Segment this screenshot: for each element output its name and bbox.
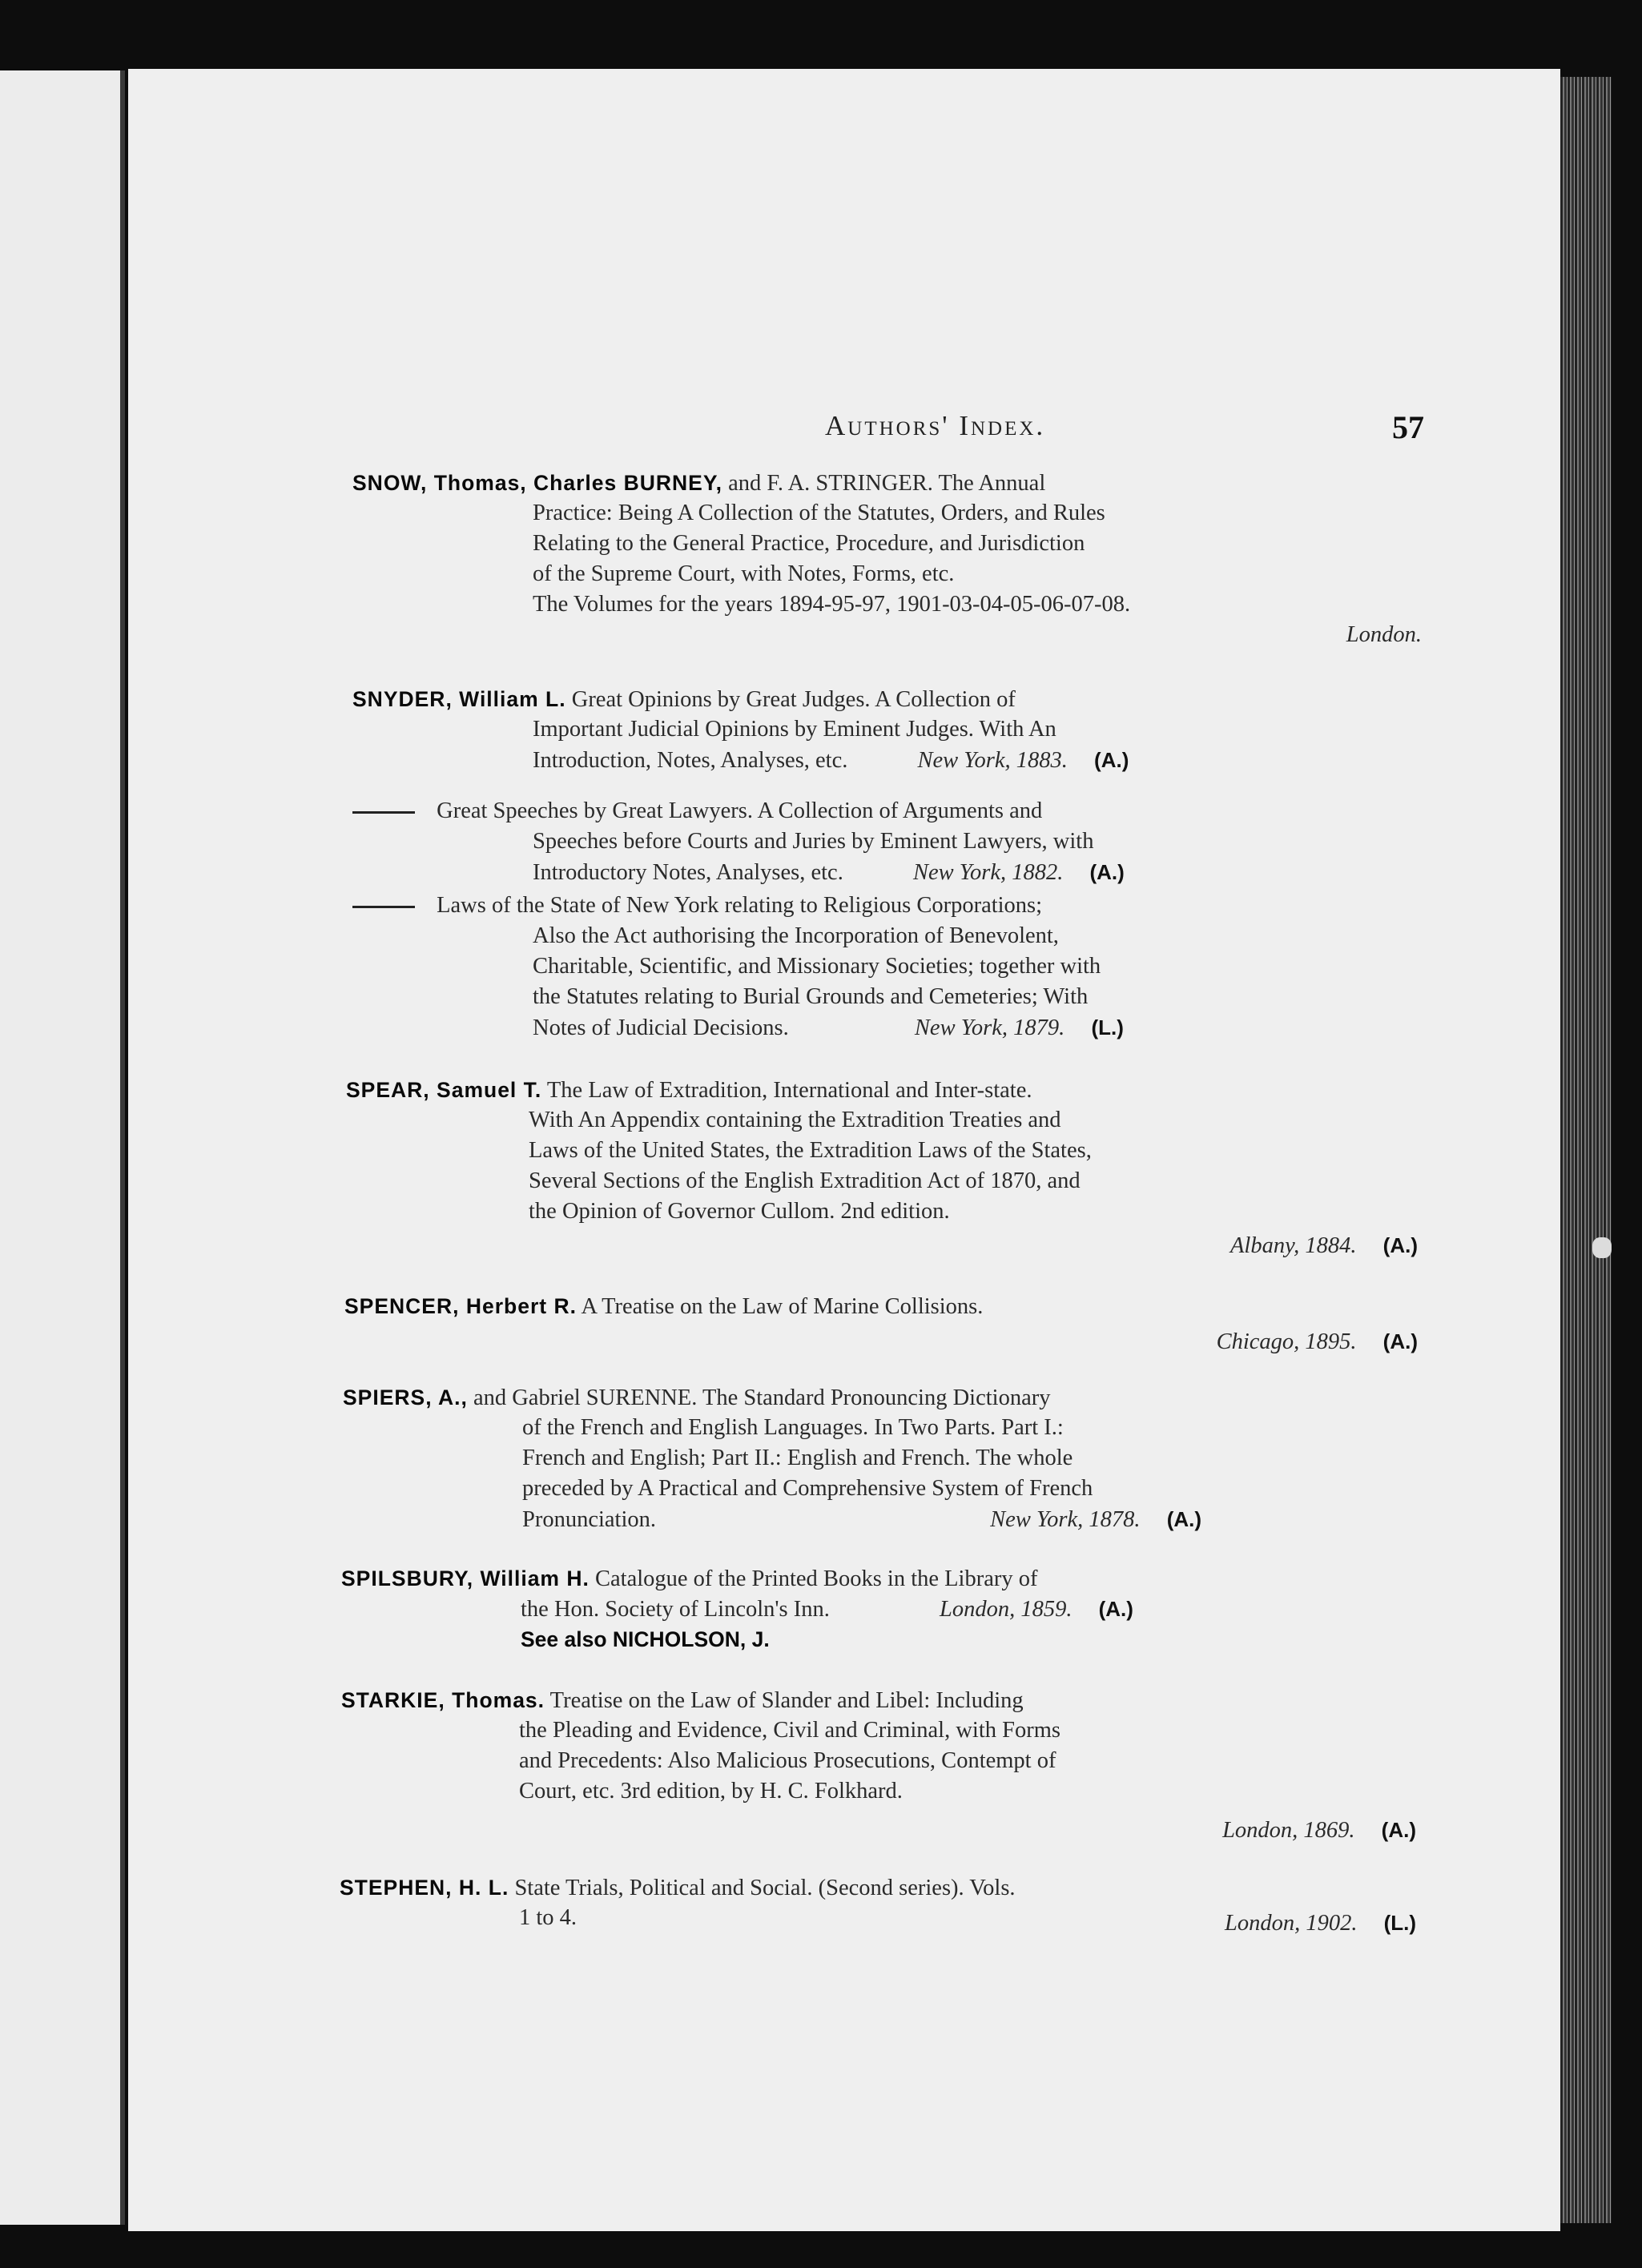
publication-place: New York, 1879. <box>914 1015 1065 1040</box>
book-page <box>128 69 1560 2231</box>
publication-place: New York, 1883. <box>917 748 1068 773</box>
entry-text: Charitable, Scientific, and Missionary Societies; together with <box>533 954 1101 979</box>
page-number: 57 <box>1392 409 1424 445</box>
publication-place: London, 1859. <box>940 1597 1073 1622</box>
entry-text: Notes of Judicial Decisions. <box>533 1015 789 1040</box>
author-name: SNYDER, William L. <box>352 687 566 711</box>
author-name: SPILSBURY, William H. <box>341 1566 590 1590</box>
library-code: (A.) <box>1166 1507 1202 1531</box>
publication-place: New York, 1878. <box>990 1507 1141 1532</box>
author-name: STEPHEN, H. L. <box>340 1876 509 1900</box>
entry-text: and Precedents: Also Malicious Prosecutions, Contempt of <box>519 1748 1056 1773</box>
publication-place: London. <box>1346 622 1422 647</box>
publication-place: Albany, 1884. <box>1230 1233 1357 1258</box>
publication-place: New York, 1882. <box>912 860 1064 885</box>
see-also-reference: See also NICHOLSON, J. <box>521 1627 770 1651</box>
author-name: STARKIE, Thomas. <box>341 1688 545 1712</box>
entry-text: the Pleading and Evidence, Civil and Criminal, with Forms <box>519 1718 1060 1743</box>
author-name: SPENCER, Herbert R. <box>344 1294 577 1318</box>
entry-text: Court, etc. 3rd edition, by H. C. Folkhard. <box>519 1779 903 1804</box>
entry-text: Great Opinions by Great Judges. A Collection of <box>571 687 1016 712</box>
ditto-dash <box>352 906 415 908</box>
running-head: Authors' Index. <box>825 410 1046 441</box>
author-name: SPIERS, A., <box>343 1385 468 1409</box>
entry-text: With An Appendix containing the Extradition Treaties and <box>529 1108 1061 1132</box>
ditto-dash <box>352 811 415 814</box>
entry-text: of the Supreme Court, with Notes, Forms, etc. <box>533 561 955 586</box>
entry-text: Catalogue of the Printed Books in the Library of <box>595 1566 1038 1591</box>
library-code: (A.) <box>1098 1597 1133 1621</box>
entry-text: 1 to 4. <box>519 1905 578 1930</box>
entry-text: State Trials, Political and Social. (Second series). Vols. <box>514 1876 1016 1900</box>
entry-text: French and English; Part II.: English and French. The whole <box>522 1446 1073 1470</box>
entry-text: The Volumes for the years 1894-95-97, 1901-03-04-05-06-07-08. <box>533 592 1131 617</box>
entry-text: Great Speeches by Great Lawyers. A Collection of Arguments and <box>437 798 1043 823</box>
entry-text: the Hon. Society of Lincoln's Inn. <box>521 1597 830 1622</box>
page-stack-edge <box>1560 77 1612 2223</box>
entry-text: Laws of the State of New York relating to Religious Corporations; <box>437 893 1043 918</box>
author-name: SPEAR, Samuel T. <box>346 1078 542 1102</box>
entry-text: Also the Act authorising the Incorporation of Benevolent, <box>533 923 1059 948</box>
entry-text: Relating to the General Practice, Procedure, and Jurisdiction <box>533 531 1085 556</box>
entry-text: Laws of the United States, the Extradition Laws of the States, <box>529 1138 1092 1163</box>
entry-text: Introductory Notes, Analyses, etc. <box>533 860 843 885</box>
author-name: SNOW, Thomas, Charles BURNEY, <box>352 471 722 495</box>
entry-text: the Statutes relating to Burial Grounds and Cemeteries; With <box>533 984 1089 1009</box>
entry-text: and F. A. STRINGER. The Annual <box>728 471 1046 496</box>
library-code: (L.) <box>1383 1911 1416 1935</box>
library-code: (A.) <box>1381 1818 1416 1842</box>
entry-text: Speeches before Courts and Juries by Eminent Lawyers, with <box>533 829 1094 854</box>
publication-place: Chicago, 1895. <box>1216 1329 1357 1354</box>
entry-text: the Opinion of Governor Cullom. 2nd edition. <box>529 1199 950 1224</box>
entry-text: Pronunciation. <box>522 1507 657 1532</box>
entry-text: of the French and English Languages. In Two Parts. Part I.: <box>522 1415 1064 1440</box>
entry-text: The Law of Extradition, International and Inter-state. <box>546 1078 1032 1103</box>
entry-text: Important Judicial Opinions by Eminent Judges. With An <box>533 717 1056 742</box>
entry-text: preceded by A Practical and Comprehensive System of French <box>522 1476 1093 1501</box>
library-code: (A.) <box>1094 748 1129 772</box>
library-code: (L.) <box>1091 1015 1124 1040</box>
publication-place: London, 1869. <box>1222 1818 1355 1843</box>
entry-text: Introduction, Notes, Analyses, etc. <box>533 748 848 773</box>
entry-text: Practice: Being A Collection of the Statutes, Orders, and Rules <box>533 501 1105 525</box>
entry-text: A Treatise on the Law of Marine Collisions. <box>581 1294 984 1319</box>
library-code: (A.) <box>1382 1329 1418 1353</box>
entry-text: Several Sections of the English Extradition Act of 1870, and <box>529 1168 1081 1193</box>
entry-text: Treatise on the Law of Slander and Libel: Including <box>549 1688 1024 1713</box>
library-code: (A.) <box>1382 1233 1418 1257</box>
publication-place: London, 1902. <box>1224 1911 1358 1936</box>
entry-text: and Gabriel SURENNE. The Standard Pronouncing Dictionary <box>473 1385 1051 1410</box>
facing-page-edge <box>0 70 125 2225</box>
library-code: (A.) <box>1089 860 1125 884</box>
scan-speck <box>1592 1237 1612 1258</box>
